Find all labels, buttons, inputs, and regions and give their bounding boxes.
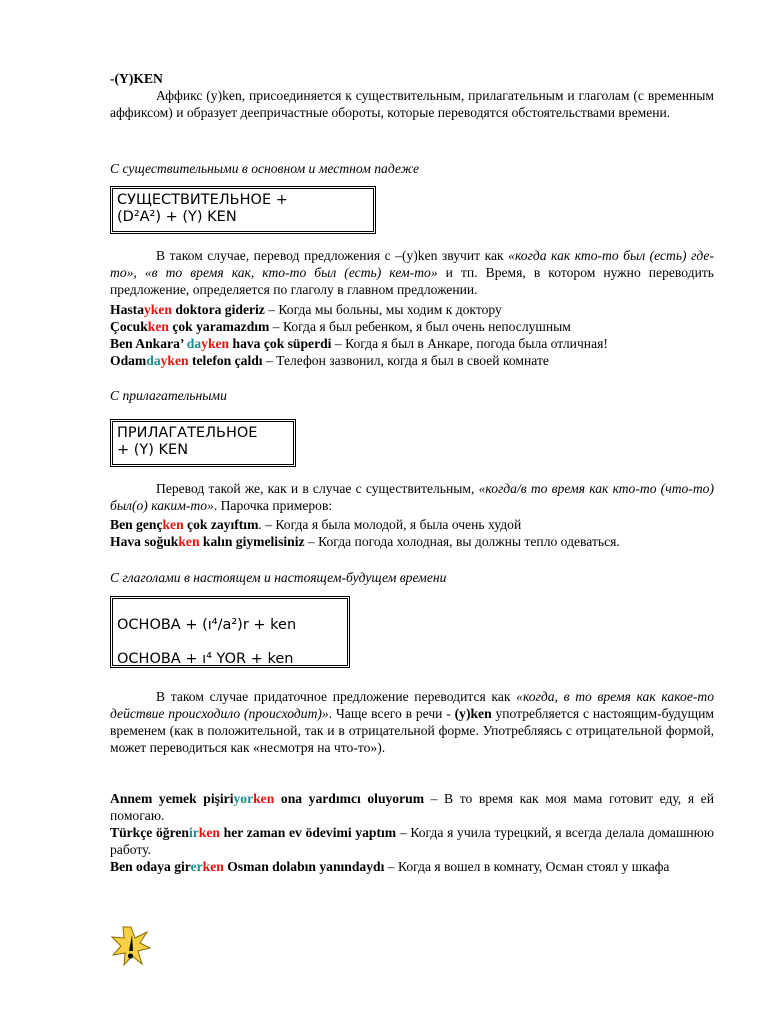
tr-stem: Hasta (110, 302, 144, 317)
formula-line: ПРИЛАГАТЕЛЬНОЕ (117, 425, 258, 441)
translation: . – Когда я была молодой, я была очень худой (258, 517, 522, 532)
tr-stem: Çocuk (110, 319, 148, 334)
formula-box-verb (110, 596, 350, 668)
tr-stem: Annem yemek pişiri (110, 791, 234, 806)
section3-paragraph (110, 688, 714, 756)
example-row (110, 318, 571, 335)
section2-paragraph (110, 480, 714, 514)
translation: – В то время как моя мама готовит еду, я ей помогаю. (110, 791, 714, 823)
text: В таком случае, перевод предложения с –(y)ken звучит как (156, 248, 509, 263)
translation: – Когда мы больны, мы ходим к доктору (264, 302, 502, 317)
example-row (110, 858, 714, 875)
translation: – Когда погода холодная, вы должны тепло одеваться. (304, 534, 620, 549)
example-row (110, 301, 502, 318)
suffix-teal: er (190, 859, 203, 874)
section1-title: С существительными в основном и местном падеже (110, 161, 420, 176)
tr-stem: Ben Ankara’ (110, 336, 187, 351)
text: В таком случае придаточное предложение переводится как (156, 689, 517, 704)
suffix-red: yken (160, 353, 189, 368)
suffix-teal: da (186, 336, 202, 351)
formula-line: ОСНОВА + ı⁴ YOR + ken (117, 651, 294, 667)
text: Перевод такой же, как и в случае с существительным, (156, 481, 479, 496)
formula-box-noun (110, 186, 376, 234)
suffix-red: ken (147, 319, 169, 334)
suffix-red: ken (162, 517, 184, 532)
tr-rest: hava çok süperdi (229, 336, 332, 351)
suffix-teal: yor (233, 791, 254, 806)
tr-stem: Ben genç (110, 517, 163, 532)
tr-rest: ona yardımcı oluyorum (274, 791, 425, 806)
text: . Чаще всего в речи - (328, 706, 455, 721)
example-row (110, 352, 549, 369)
example-row (110, 790, 714, 824)
section3-title: С глаголами в настоящем и настоящем-будущем времени (110, 570, 447, 585)
heading: -(Y)KEN (110, 71, 163, 86)
tr-rest: telefon çaldı (188, 353, 263, 368)
text-bold: (y)ken (454, 706, 492, 721)
suffix-teal: ir (188, 825, 199, 840)
tr-stem: Türkçe öğren (110, 825, 189, 840)
section1-paragraph (110, 247, 714, 298)
text: . Парочка примеров: (213, 498, 333, 513)
formula-line: ОСНОВА + (ı⁴/a²)r + ken (117, 617, 297, 633)
tr-rest: Osman dolabın yanındaydı (223, 859, 385, 874)
suffix-red: yken (201, 336, 230, 351)
suffix-red: ken (202, 859, 224, 874)
formula-box-adjective (110, 419, 296, 467)
suffix-red: ken (198, 825, 220, 840)
example-row (110, 516, 521, 533)
text: и тп. Время, в котором нужно переводить предложение, определяется по глаголу в главном предложении. (110, 265, 714, 297)
translation: – Телефон зазвонил, когда я был в своей комнате (262, 353, 549, 368)
suffix-teal: da (146, 353, 161, 368)
suffix-red: ken (253, 791, 275, 806)
tr-stem: Ben odaya gir (110, 859, 191, 874)
tr-rest: kalın giymelisiniz (199, 534, 305, 549)
tr-rest: her zaman ev ödevimi yaptım (219, 825, 397, 840)
intro-paragraph: Аффикс (y)ken, присоединяется к существительным, прилагательным и глаголам (с временным аффиксом) и образует деепричастные обороты, которые переводятся обстоятельствами времени. (110, 88, 714, 120)
tr-rest: çok yaramazdım (168, 319, 270, 334)
text-italic: «когда, в то время как какое-то действие происходило (происходит)» (110, 689, 715, 721)
translation: – Когда я учила турецкий, я всегда делала домашнюю работу. (110, 825, 714, 857)
translation: – Когда я был ребенком, я был очень непослушным (269, 319, 571, 334)
formula-line: + (Y) KEN (117, 442, 189, 458)
translation: – Когда я был в Анкаре, погода была отличная! (331, 336, 608, 351)
text-italic: «когда/в то время как кто-то (что-то) был(о) каким-то» (110, 481, 714, 513)
exclamation-star-icon (111, 926, 151, 966)
formula-line: (D²A²) + (Y) KEN (117, 209, 237, 225)
tr-rest: çok zayıftım (183, 517, 259, 532)
tr-stem: Hava soğuk (110, 534, 179, 549)
text: употребляется с настоящим-будущим временем (как в положительной, так и в отрицательной форме. Употребляясь с отрицательной формой, может переводиться как «несмотря на что-то»). (110, 706, 714, 755)
suffix-red: yken (143, 302, 172, 317)
translation: – Когда я вошел в комнату, Осман стоял у шкафа (384, 859, 670, 874)
tr-rest: doktora gideriz (171, 302, 265, 317)
example-row (110, 533, 620, 550)
text-italic: «когда как кто-то был (есть) где-то», «в то время как, кто-то был (есть) кем-то» (110, 248, 714, 280)
example-row (110, 824, 714, 858)
tr-stem: Odam (110, 353, 147, 368)
formula-line: СУЩЕСТВИТЕЛЬНОЕ + (117, 192, 288, 208)
section2-title: С прилагательными (110, 388, 227, 403)
example-row (110, 335, 608, 352)
suffix-red: ken (178, 534, 200, 549)
